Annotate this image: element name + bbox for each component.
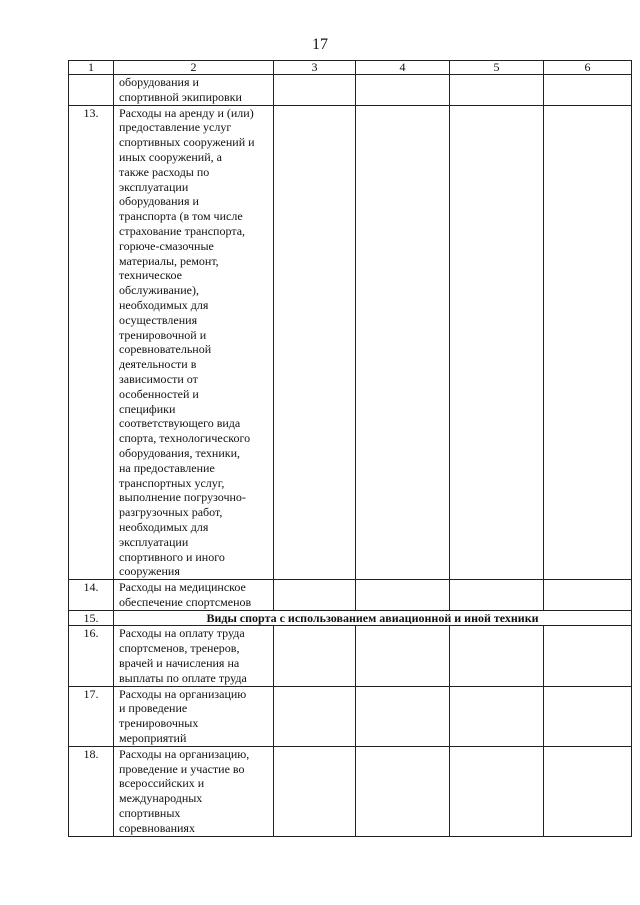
table-row <box>69 746 632 836</box>
expense-table <box>68 60 632 837</box>
table-row <box>69 686 632 746</box>
row-description: Расходы на оплату труда спортсменов, тренеров, врачей и начисления на выплаты по оплате труда <box>114 626 274 686</box>
empty-cell <box>544 626 632 686</box>
empty-cell <box>356 746 450 836</box>
empty-cell <box>544 686 632 746</box>
empty-cell <box>544 580 632 611</box>
column-header: 1 <box>69 61 114 75</box>
empty-cell <box>356 75 450 106</box>
row-number <box>69 75 114 106</box>
row-number: 16. <box>69 626 114 686</box>
header-row <box>69 61 632 75</box>
row-description: Расходы на организацию, проведение и участие во всероссийских и международных спортивных соревнованиях <box>114 746 274 836</box>
empty-cell <box>274 626 356 686</box>
empty-cell <box>450 75 544 106</box>
row-description: оборудования и спортивной экипировки <box>114 75 274 106</box>
column-header: 6 <box>544 61 632 75</box>
row-number: 17. <box>69 686 114 746</box>
row-number: 14. <box>69 580 114 611</box>
table-row <box>69 580 632 611</box>
empty-cell <box>450 686 544 746</box>
empty-cell <box>274 746 356 836</box>
empty-cell <box>450 626 544 686</box>
empty-cell <box>356 626 450 686</box>
row-number: 13. <box>69 105 114 580</box>
row-number: 18. <box>69 746 114 836</box>
row-description: Расходы на аренду и (или) предоставление услуг спортивных сооружений и иных сооружений, а также расходы по эксплуатации оборудования и транспорта (в том числе страхование транспорта, горюче-смазочные материалы, ремонт, техническое обслуживание), необходимых для осуществления тренировочной и соревновательной деятельности в зависимости от особенностей и специфики соответствующего вида спорта, технологического оборудования, техники, на предоставление транспортных услуг, выполнение погрузочно- разгрузочных работ, необходимых для эксплуатации спортивного и иного сооружения <box>114 105 274 580</box>
empty-cell <box>544 75 632 106</box>
empty-cell <box>544 105 632 580</box>
empty-cell <box>450 746 544 836</box>
empty-cell <box>450 580 544 611</box>
table-row <box>69 105 632 580</box>
section-title: Виды спорта с использованием авиационной и иной техники <box>114 610 632 626</box>
empty-cell <box>544 746 632 836</box>
empty-cell <box>356 686 450 746</box>
empty-cell <box>274 105 356 580</box>
column-header: 4 <box>356 61 450 75</box>
table-row <box>69 75 632 106</box>
column-header: 5 <box>450 61 544 75</box>
empty-cell <box>450 105 544 580</box>
empty-cell <box>274 75 356 106</box>
row-description: Расходы на организацию и проведение тренировочных мероприятий <box>114 686 274 746</box>
empty-cell <box>274 686 356 746</box>
row-number: 15. <box>69 610 114 626</box>
column-header: 3 <box>274 61 356 75</box>
empty-cell <box>356 105 450 580</box>
table-row <box>69 626 632 686</box>
section-row <box>69 610 632 626</box>
page-number: 17 <box>312 36 328 53</box>
empty-cell <box>356 580 450 611</box>
empty-cell <box>274 580 356 611</box>
column-header: 2 <box>114 61 274 75</box>
row-description: Расходы на медицинское обеспечение спортсменов <box>114 580 274 611</box>
